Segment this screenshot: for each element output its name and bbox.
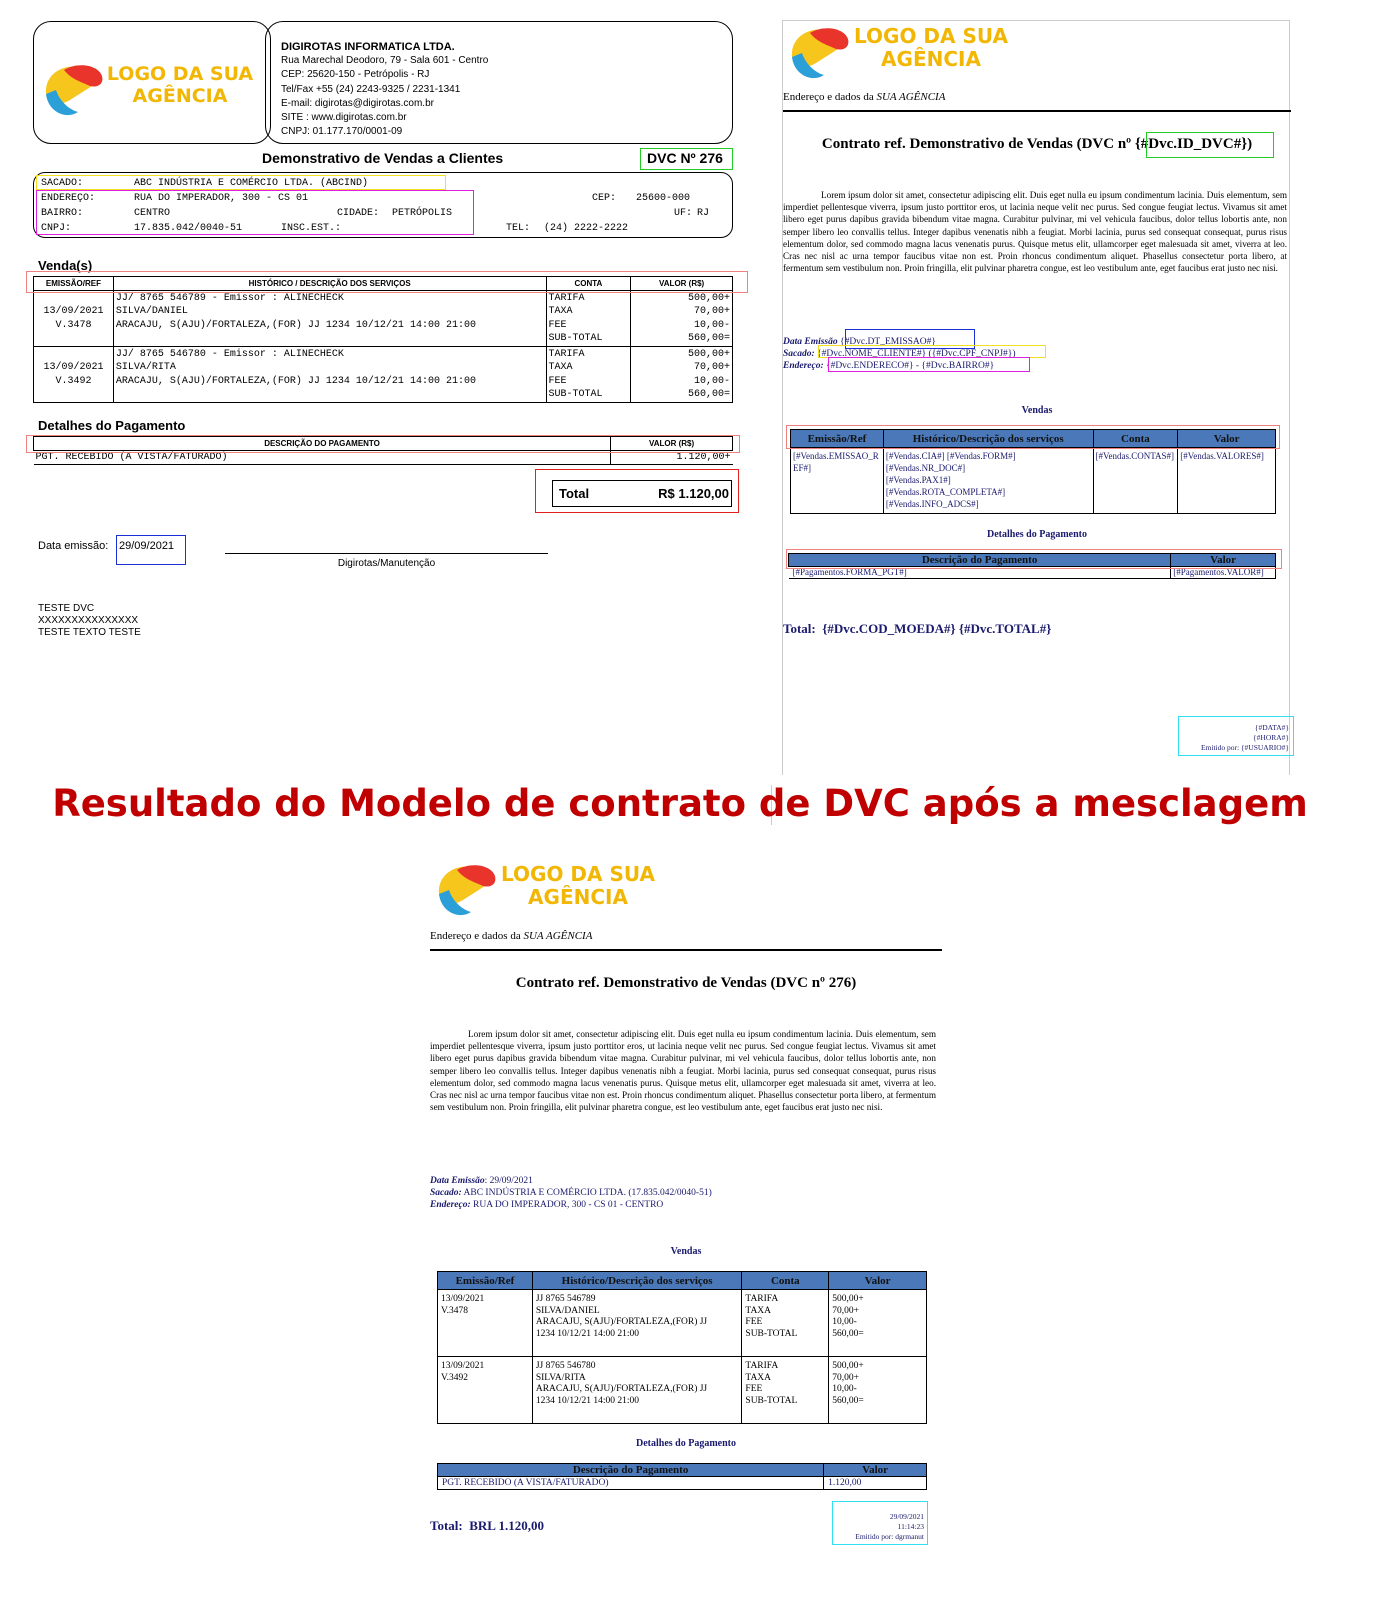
logo-line2: AGÊNCIA [132, 84, 228, 107]
sacado-value: {#Dvc.NOME_CLIENTE#} ({#Dvc.CPF_CNPJ#}) [817, 349, 1016, 359]
banner-heading: Resultado do Modelo de contrato de DVC após a mesclagem [52, 782, 1308, 825]
footer-line: XXXXXXXXXXXXXXX [38, 615, 139, 626]
cnpj-value: 17.835.042/0040-51 [134, 223, 243, 234]
logo-icon [42, 60, 106, 120]
company-tel: Tel/Fax +55 (24) 2243-9325 / 2231-1341 [281, 83, 461, 95]
address-agency: SUA AGÊNCIA [876, 91, 946, 103]
valor-line: 70,00+ [832, 1305, 859, 1316]
footer-line: TESTE TEXTO TESTE [38, 627, 141, 638]
endereco-label: Endereço: [430, 1200, 471, 1210]
hist-line: 1234 10/12/21 14:00 21:00 [535, 1328, 640, 1339]
total-value: {#Dvc.COD_MOEDA#} {#Dvc.TOTAL#} [822, 621, 1052, 636]
company-site: SITE : www.digirotas.com.br [281, 112, 407, 124]
dvc-number: DVC Nº 276 [647, 150, 723, 166]
data-emissao-label: Data emissão: [38, 540, 109, 552]
conta-line: TARIFA [548, 348, 585, 360]
logo-line1: LOGO DA SUA [501, 862, 655, 886]
field-hist: [#Vendas.PAX1#] [885, 475, 951, 485]
field-valor: [#Vendas.VALORES#] [1178, 448, 1276, 514]
table-row [438, 1357, 927, 1424]
logo-line1: LOGO DA SUA [854, 24, 1008, 48]
sacado-label: Sacado: [430, 1188, 462, 1198]
col-historico: HISTÓRICO / DESCRIÇÃO DOS SERVIÇOS [113, 277, 546, 291]
conta-line: TARIFA [745, 1294, 779, 1304]
valor-line: 560,00= [832, 1395, 864, 1406]
col-descricao-pagamento: Descrição do Pagamento [789, 554, 1171, 567]
highlight-template-pagamento-header [786, 549, 1282, 569]
template-vendas-heading: Vendas [1021, 405, 1053, 416]
logo-line1: LOGO DA SUA [106, 63, 254, 85]
stamp-line: {#HORA#} [1253, 733, 1289, 742]
emissao-date: 13/09/2021 [441, 1294, 485, 1304]
cep-label: CEP: [592, 193, 617, 204]
conta-line: SUB-TOTAL [548, 389, 603, 400]
title-prefix: Contrato ref. Demonstrativo de Vendas (DVC nº [821, 136, 1135, 152]
doc-title: Demonstrativo de Vendas a Clientes [262, 150, 504, 166]
highlight-total [535, 469, 739, 513]
col-valor-pagamento: Valor [1171, 554, 1276, 567]
highlight-pagamento-header [26, 435, 740, 453]
highlight-sacado [36, 175, 446, 190]
left-document [0, 0, 770, 660]
valor-line: 10,00- [693, 375, 730, 387]
hist-line: ARACAJU, S(AJU)/FORTALEZA,(FOR) JJ [535, 1317, 708, 1327]
endereco-label: ENDEREÇO: [41, 193, 96, 204]
tel-label: TEL: [506, 223, 531, 234]
conta-line: SUB-TOTAL [745, 1395, 798, 1406]
sacado-label: Sacado: [783, 349, 815, 359]
address-agency: SUA AGÊNCIA [523, 930, 593, 942]
template-document [782, 20, 1290, 775]
field-hist: [#Vendas.INFO_ADCS#] [885, 499, 979, 509]
highlight-result-stamp [832, 1501, 928, 1545]
bairro-value: CENTRO [134, 208, 171, 219]
highlight-endereco [828, 357, 1030, 372]
vendas-table [33, 276, 733, 403]
hist-line: JJ 8765 546780 [535, 1361, 596, 1371]
emissao-ref: V.3478 [441, 1305, 469, 1316]
table-row [791, 448, 1276, 514]
signature-line [225, 553, 548, 554]
conta-line: FEE [745, 1317, 763, 1327]
title-field: {#Dvc.ID_DVC#} [1134, 136, 1248, 152]
stamp-line: 29/09/2021 [889, 1512, 924, 1521]
logo-line2: AGÊNCIA [528, 885, 628, 909]
result-pagamento-heading: Detalhes do Pagamento [636, 1438, 736, 1449]
vendas-heading: Venda(s) [38, 258, 93, 273]
col-emissao: Emissão/Ref [438, 1272, 533, 1290]
pagamento-desc: PGT. RECEBIDO (A VISTA/FATURADO) [438, 1477, 824, 1490]
result-lorem: Lorem ipsum dolor sit amet, consectetur adipiscing elit. Duis eget nulla eu ipsum condimentum lacinia. Duis elementum, sem imperdiet pellentesque viverra, ipsum justo porttitor eros, ut lacinia neque velit nec purus. Sed congue feugiat lectus. Vivamus sit amet libero eget purus dapibus gravida bibendum vitae magna. Curabitur pulvinar, mi vel vehicula faucibus, dolor tellus lobortis ante, non semper libero leo convallis tellus. Integer dapibus venenatis nibh a feugiat. Morbi lacinia, purus sed consequat consequat, purus risus elementum dolor, sed commodo magna lacus venenatis purus. Quisque metus elit, ullamcorper eget malesuada sit amet, viverra at leo. Cras nec nisl ac urna tempor faucibus vitae non est. Proin rhoncus condimentum aliquet. Phasellus consectetur porta libero, at fermentum sem vestibulum non. Proin fringilla, elit pulvinar pharetra congue, est leo vestibulum ante, eget faucibus erat justo nec nisi. [430, 1029, 936, 1113]
field-hist: [#Vendas.CIA#] [#Vendas.FORM#] [885, 451, 1016, 461]
highlight-stamp [1178, 716, 1294, 756]
col-descricao-pagamento: DESCRIÇÃO DO PAGAMENTO [34, 437, 611, 451]
footer-line: TESTE DVC [38, 603, 95, 614]
valor-line: 500,00+ [832, 1361, 864, 1371]
highlight-template-vendas-header [786, 425, 1280, 449]
title-suffix: ) [1247, 136, 1253, 152]
field-hist: [#Vendas.NR_DOC#] [885, 463, 966, 473]
table-row [438, 1477, 927, 1490]
template-rule [783, 110, 1291, 112]
hist-line: 1234 10/12/21 14:00 21:00 [535, 1395, 640, 1406]
template-lorem: Lorem ipsum dolor sit amet, consectetur adipiscing elit. Duis eget nulla eu ipsum condimentum lacinia. Duis elementum, sem imperdiet pellentesque viverra, ipsum justo porttitor eros, ut lacinia neque velit nec purus. Sed congue feugiat lectus. Vivamus sit amet libero eget purus dapibus gravida bibendum vitae magna. Curabitur pulvinar, mi vel vehicula faucibus, dolor tellus lobortis ante, non semper libero leo convallis tellus. Integer dapibus venenatis nibh a feugiat. Morbi lacinia, purus sed consequat consequat, purus risus elementum dolor, sed commodo magna lacus venenatis purus. Quisque metus elit, ullamcorper eget malesuada sit amet, viverra at leo. Cras nec nisl ac urna tempor faucibus vitae non est. Proin rhoncus condimentum aliquet. Phasellus consectetur porta libero, at fermentum sem vestibulum non. Proin fringilla, elit pulvinar pharetra congue, est leo vestibulum ante, eget faucibus erat justo nec nisi. [783, 190, 1287, 274]
highlight-data-emissao [116, 535, 186, 565]
col-descricao-pagamento: Descrição do Pagamento [438, 1464, 824, 1477]
col-emissao: Emissão/Ref [791, 430, 884, 448]
tel-value: (24) 2222-2222 [544, 223, 629, 234]
field-emissao: [#Vendas.EMISSAO_REF#] [791, 448, 884, 514]
field-pagamento-desc: [#Pagamentos.FORMA_PGT#] [789, 567, 1171, 579]
cidade-label: CIDADE: [337, 208, 380, 219]
conta-line: TAXA [745, 1372, 772, 1383]
field-conta: [#Vendas.CONTAS#] [1093, 448, 1178, 514]
highlight-id-dvc [1146, 132, 1274, 158]
pagamento-valor: 1.120,00+ [611, 451, 733, 465]
footer-text [38, 603, 141, 639]
data-emissao-label: Data Emissão [430, 1176, 485, 1186]
insc-label: INSC.EST.: [281, 223, 342, 234]
hist-line: SILVA/DANIEL [535, 1305, 600, 1316]
col-conta: Conta [742, 1272, 829, 1290]
col-emissao: EMISSÃO/REF [34, 277, 114, 291]
conta-line: TARIFA [745, 1361, 779, 1371]
hist-line: SILVA/RITA [115, 362, 176, 373]
valor-line: 500,00+ [687, 348, 730, 360]
template-address [783, 91, 945, 103]
data-emissao-value: {#Dvc.DT_EMISSAO#} [840, 337, 936, 347]
pagamento-desc: PGT. RECEBIDO (A VISTA/FATURADO) [34, 451, 611, 465]
logo-line2: AGÊNCIA [881, 47, 981, 71]
conta-line: SUB-TOTAL [745, 1328, 798, 1339]
total-label: Total [559, 486, 590, 501]
logo-text [100, 64, 260, 108]
field-hist: [#Vendas.ROTA_COMPLETA#] [885, 487, 1006, 497]
conta-line: TAXA [548, 306, 573, 317]
hist-line: ARACAJU, S(AJU)/FORTALEZA,(FOR) JJ [535, 1384, 708, 1394]
emissao-ref: V.3492 [441, 1372, 469, 1383]
valor-line: 560,00= [687, 333, 730, 344]
uf-label: UF: [674, 208, 693, 219]
emissao-date: 13/09/2021 [441, 1361, 485, 1371]
data-emissao-value: : 29/09/2021 [484, 1176, 533, 1186]
emissao-ref: V.3478 [55, 319, 92, 331]
endereco-value: RUA DO IMPERADOR, 300 - CS 01 [134, 193, 309, 204]
company-email: E-mail: digirotas@digirotas.com.br [281, 97, 434, 109]
company-address: Rua Marechal Deodoro, 79 - Sala 601 - Centro [281, 55, 489, 67]
emissao-date: 13/09/2021 [43, 306, 104, 317]
pagamento-heading: Detalhes do Pagamento [38, 418, 186, 433]
total-value: BRL 1.120,00 [469, 1518, 545, 1533]
emissao-ref: V.3492 [55, 375, 92, 387]
stamp-line: {#DATA#} [1254, 723, 1289, 732]
data-emissao-label: Data Emissão [783, 337, 838, 347]
conta-line: SUB-TOTAL [548, 333, 603, 344]
sacado-value: ABC INDÚSTRIA E COMÉRCIO LTDA. (ABCIND) [134, 178, 369, 189]
conta-line: TAXA [745, 1305, 772, 1316]
col-valor: Valor [1178, 430, 1276, 448]
endereco-value: RUA DO IMPERADOR, 300 - CS 01 - CENTRO [470, 1200, 664, 1210]
cep-value: 25600-000 [636, 193, 691, 204]
total-label: Total: [783, 621, 816, 636]
valor-line: 10,00- [693, 319, 730, 331]
total-value: R$ 1.120,00 [658, 486, 729, 501]
hist-line: ARACAJU, S(AJU)/FORTALEZA,(FOR) JJ 1234 10/12/21 14:00 21:00 [115, 375, 476, 387]
cnpj-label: CNPJ: [41, 223, 72, 234]
field-pagamento-valor: [#Pagamentos.VALOR#] [1171, 567, 1276, 579]
result-vendas-table [437, 1271, 927, 1424]
result-title: Contrato ref. Demonstrativo de Vendas (DVC nº 276) [515, 975, 857, 991]
col-conta: Conta [1093, 430, 1178, 448]
emissao-date: 13/09/2021 [43, 362, 104, 373]
conta-line: TARIFA [548, 292, 585, 304]
table-row [34, 291, 733, 347]
result-document [430, 858, 942, 1603]
company-cnpj: CNPJ: 01.177.170/0001-09 [281, 126, 403, 138]
result-address [430, 930, 592, 942]
address-prefix: Endereço e dados da [783, 91, 877, 103]
address-prefix: Endereço e dados da [430, 930, 524, 942]
data-emissao-value: 29/09/2021 [119, 540, 175, 552]
company-box [265, 21, 733, 144]
hist-line: JJ 8765 546789 [535, 1294, 596, 1304]
stamp-line: Emitido por: dgrmanut [855, 1532, 924, 1541]
valor-line: 70,00+ [832, 1372, 859, 1383]
company-cep: CEP: 25620-150 - Petrópolis - RJ [281, 69, 430, 81]
template-total [783, 621, 1051, 637]
pagamento-valor: 1.120,00 [824, 1477, 927, 1490]
table-row [438, 1290, 927, 1357]
conta-line: FEE [548, 319, 567, 331]
stamp-line: 11:14:23 [897, 1522, 924, 1531]
col-valor-pagamento: VALOR (R$) [611, 437, 733, 451]
valor-line: 10,00- [832, 1384, 857, 1394]
endereco-value: {#Dvc.ENDERECO#} - {#Dvc.BAIRRO#} [826, 361, 995, 371]
endereco-label: Endereço: [783, 361, 824, 371]
sacado-label: SACADO: [41, 178, 84, 189]
col-valor: Valor [829, 1272, 927, 1290]
col-historico: Histórico/Descrição dos serviços [883, 430, 1093, 448]
col-valor: VALOR (R$) [631, 277, 733, 291]
bairro-label: BAIRRO: [41, 208, 84, 219]
stamp-line: Emitido por: {#USUARIO#} [1200, 743, 1289, 752]
result-logo-text [490, 863, 666, 909]
valor-line: 70,00+ [693, 362, 730, 373]
cidade-value: PETRÓPOLIS [392, 208, 453, 219]
valor-line: 70,00+ [693, 306, 730, 317]
company-name: DIGIROTAS INFORMATICA LTDA. [281, 41, 455, 53]
conta-line: FEE [548, 375, 567, 387]
result-pagamento-table [437, 1463, 927, 1490]
col-valor-pagamento: Valor [824, 1464, 927, 1477]
logo-box [33, 21, 271, 144]
hist-line: ARACAJU, S(AJU)/FORTALEZA,(FOR) JJ 1234 10/12/21 14:00 21:00 [115, 319, 476, 331]
table-row [34, 347, 733, 403]
signature-name: Digirotas/Manutenção [337, 558, 436, 569]
highlight-endereco [36, 190, 474, 235]
sacado-value: ABC INDÚSTRIA E COMÉRCIO LTDA. (17.835.042/0040-51) [461, 1188, 712, 1198]
col-historico: Histórico/Descrição dos serviços [532, 1272, 742, 1290]
template-pagamento-heading: Detalhes do Pagamento [987, 529, 1087, 540]
valor-line: 10,00- [832, 1317, 857, 1327]
result-fields [430, 1175, 712, 1211]
hist-line: SILVA/DANIEL [115, 306, 188, 317]
valor-line: 500,00+ [687, 292, 730, 304]
hist-line: JJ/ 8765 546789 - Emissor : ALINECHECK [115, 292, 344, 304]
highlight-dvc-number [640, 148, 733, 170]
valor-line: 500,00+ [832, 1294, 864, 1304]
uf-value: RJ [697, 208, 710, 219]
result-vendas-heading: Vendas [670, 1246, 702, 1257]
conta-line: FEE [745, 1384, 763, 1394]
total-label: Total: [430, 1518, 463, 1533]
conta-line: TAXA [548, 362, 573, 373]
col-conta: CONTA [546, 277, 631, 291]
result-total [430, 1518, 544, 1534]
result-rule [430, 949, 942, 951]
hist-line: JJ/ 8765 546780 - Emissor : ALINECHECK [115, 348, 344, 360]
hist-line: SILVA/RITA [535, 1372, 586, 1383]
valor-line: 560,00= [687, 389, 730, 400]
valor-line: 560,00= [832, 1328, 864, 1339]
template-logo-text [843, 25, 1019, 71]
highlight-vendas-header [26, 271, 748, 293]
